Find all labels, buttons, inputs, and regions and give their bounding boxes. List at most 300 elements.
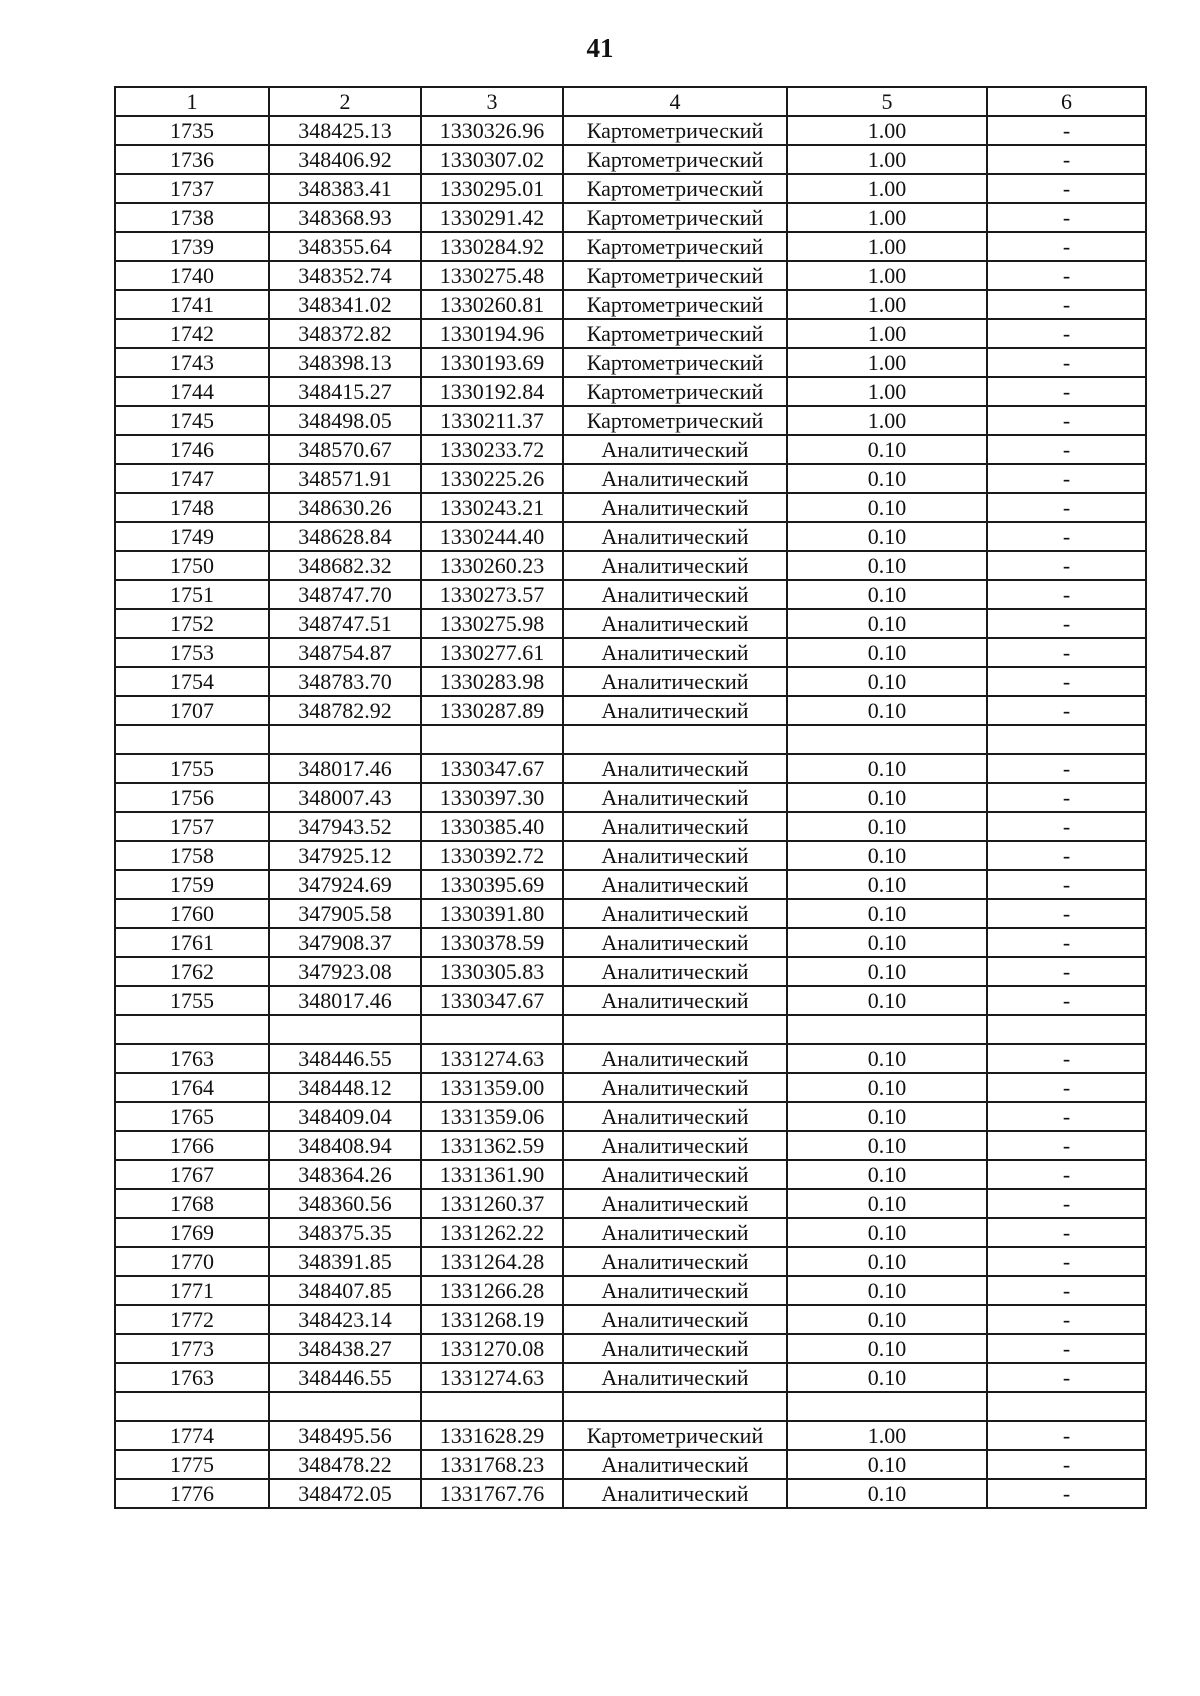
page-number: 41 — [586, 33, 614, 63]
table-cell-col-4 — [563, 1015, 787, 1044]
table-cell-col-5: 0.10 — [787, 667, 987, 696]
table-cell-col-5: 0.10 — [787, 551, 987, 580]
table-cell-col-6: - — [987, 1247, 1146, 1276]
table-cell-col-3: 1330192.84 — [421, 377, 563, 406]
table-row — [115, 580, 1146, 609]
table-cell-col-5: 0.10 — [787, 812, 987, 841]
table-cell-col-3: 1330397.30 — [421, 783, 563, 812]
table-cell-col-6: - — [987, 1450, 1146, 1479]
table-cell-col-1: 1766 — [115, 1131, 269, 1160]
table-cell-col-3: 1330391.80 — [421, 899, 563, 928]
table-row — [115, 1450, 1146, 1479]
table-cell-col-3: 1331767.76 — [421, 1479, 563, 1508]
table-cell-col-6: - — [987, 435, 1146, 464]
table-row — [115, 928, 1146, 957]
table-row — [115, 812, 1146, 841]
table-cell-col-1: 1752 — [115, 609, 269, 638]
table-row — [115, 435, 1146, 464]
table-cell-col-4: Аналитический — [563, 551, 787, 580]
table-cell-col-4: Аналитический — [563, 1189, 787, 1218]
table-cell-col-5: 1.00 — [787, 377, 987, 406]
table-cell-col-6: - — [987, 841, 1146, 870]
table-cell-col-5: 0.10 — [787, 986, 987, 1015]
table-cell-col-3: 1331268.19 — [421, 1305, 563, 1334]
table-cell-col-1: 1707 — [115, 696, 269, 725]
table-cell-col-6: - — [987, 232, 1146, 261]
header-cell-col-1: 1 — [115, 87, 269, 116]
table-cell-col-2: 348747.70 — [269, 580, 421, 609]
table-cell-col-1: 1763 — [115, 1363, 269, 1392]
table-cell-col-3: 1330275.48 — [421, 261, 563, 290]
table-cell-col-6: - — [987, 609, 1146, 638]
table-cell-col-3: 1331361.90 — [421, 1160, 563, 1189]
table-cell-col-4: Аналитический — [563, 1276, 787, 1305]
table-cell-col-1: 1764 — [115, 1073, 269, 1102]
table-cell-col-1: 1773 — [115, 1334, 269, 1363]
table-cell-col-2: 348007.43 — [269, 783, 421, 812]
table-cell-col-6: - — [987, 319, 1146, 348]
table-row — [115, 522, 1146, 551]
table-cell-col-3: 1330275.98 — [421, 609, 563, 638]
table-cell-col-6: - — [987, 377, 1146, 406]
table-cell-col-4: Аналитический — [563, 899, 787, 928]
table-cell-col-3: 1331262.22 — [421, 1218, 563, 1247]
table-cell-col-3: 1330260.23 — [421, 551, 563, 580]
table-cell-col-3: 1330243.21 — [421, 493, 563, 522]
table-cell-col-1: 1747 — [115, 464, 269, 493]
table-cell-col-1: 1765 — [115, 1102, 269, 1131]
table-cell-col-4: Картометрический — [563, 261, 787, 290]
table-cell-col-3: 1331362.59 — [421, 1131, 563, 1160]
table-cell-col-5: 0.10 — [787, 638, 987, 667]
table-cell-col-4: Аналитический — [563, 841, 787, 870]
table-cell-col-6: - — [987, 406, 1146, 435]
table-cell-col-3 — [421, 1015, 563, 1044]
table-cell-col-4: Картометрический — [563, 116, 787, 145]
table-cell-col-2: 347943.52 — [269, 812, 421, 841]
table-cell-col-5: 1.00 — [787, 174, 987, 203]
table-row — [115, 261, 1146, 290]
table-cell-col-2 — [269, 1392, 421, 1421]
table-cell-col-1: 1759 — [115, 870, 269, 899]
table-cell-col-1: 1757 — [115, 812, 269, 841]
table-cell-col-3: 1330378.59 — [421, 928, 563, 957]
table-cell-col-6: - — [987, 261, 1146, 290]
table-cell-col-3: 1331270.08 — [421, 1334, 563, 1363]
table-row — [115, 116, 1146, 145]
table-cell-col-2: 348391.85 — [269, 1247, 421, 1276]
table-cell-col-1: 1776 — [115, 1479, 269, 1508]
table-cell-col-3: 1331274.63 — [421, 1363, 563, 1392]
table-cell-col-4: Картометрический — [563, 290, 787, 319]
table-header — [115, 87, 1146, 116]
table-cell-col-5 — [787, 725, 987, 754]
table-cell-col-3: 1331359.00 — [421, 1073, 563, 1102]
table-cell-col-6: - — [987, 638, 1146, 667]
table-cell-col-4: Картометрический — [563, 145, 787, 174]
table-cell-col-2: 348408.94 — [269, 1131, 421, 1160]
table-cell-col-6: - — [987, 493, 1146, 522]
table-cell-col-1: 1745 — [115, 406, 269, 435]
table-cell-col-2: 348630.26 — [269, 493, 421, 522]
table-cell-col-4: Аналитический — [563, 1044, 787, 1073]
table-row — [115, 1363, 1146, 1392]
table-cell-col-3: 1330244.40 — [421, 522, 563, 551]
table-cell-col-4: Аналитический — [563, 957, 787, 986]
table-cell-col-1: 1736 — [115, 145, 269, 174]
table-cell-col-3 — [421, 725, 563, 754]
table-row — [115, 406, 1146, 435]
table-cell-col-6: - — [987, 203, 1146, 232]
table-cell-col-4: Картометрический — [563, 319, 787, 348]
table-cell-col-5: 0.10 — [787, 1247, 987, 1276]
table-cell-col-3: 1330326.96 — [421, 116, 563, 145]
table-cell-col-1: 1739 — [115, 232, 269, 261]
table-row — [115, 754, 1146, 783]
table-cell-col-4: Аналитический — [563, 1160, 787, 1189]
table-cell-col-6: - — [987, 783, 1146, 812]
table-cell-col-4: Аналитический — [563, 638, 787, 667]
table-row — [115, 290, 1146, 319]
table-row — [115, 1160, 1146, 1189]
table-cell-col-2: 348415.27 — [269, 377, 421, 406]
table-cell-col-5: 0.10 — [787, 1363, 987, 1392]
table-row — [115, 319, 1146, 348]
table-cell-col-5: 0.10 — [787, 1189, 987, 1218]
table-cell-col-5: 0.10 — [787, 609, 987, 638]
table-cell-col-4: Аналитический — [563, 1450, 787, 1479]
table-cell-col-2: 348446.55 — [269, 1363, 421, 1392]
table-cell-col-5: 0.10 — [787, 1131, 987, 1160]
table-cell-col-6 — [987, 1015, 1146, 1044]
table-cell-col-3: 1331264.28 — [421, 1247, 563, 1276]
table-cell-col-5: 0.10 — [787, 1276, 987, 1305]
table-cell-col-1: 1740 — [115, 261, 269, 290]
table-cell-col-4: Аналитический — [563, 1363, 787, 1392]
table-cell-col-6: - — [987, 1305, 1146, 1334]
table-cell-col-1: 1754 — [115, 667, 269, 696]
table-row — [115, 174, 1146, 203]
table-cell-col-2: 347908.37 — [269, 928, 421, 957]
table-cell-col-6: - — [987, 1189, 1146, 1218]
table-cell-col-5: 0.10 — [787, 1334, 987, 1363]
table-cell-col-4: Картометрический — [563, 406, 787, 435]
table-cell-col-5: 1.00 — [787, 145, 987, 174]
table-cell-col-5: 0.10 — [787, 1218, 987, 1247]
table-cell-col-4: Картометрический — [563, 377, 787, 406]
table-cell-col-3: 1330347.67 — [421, 986, 563, 1015]
table-cell-col-4 — [563, 1392, 787, 1421]
table-row — [115, 1276, 1146, 1305]
table-cell-col-3: 1330307.02 — [421, 145, 563, 174]
table-cell-col-2 — [269, 725, 421, 754]
table-cell-col-2: 348360.56 — [269, 1189, 421, 1218]
table-cell-col-1: 1737 — [115, 174, 269, 203]
table-cell-col-5: 0.10 — [787, 1160, 987, 1189]
table-cell-col-5: 0.10 — [787, 1044, 987, 1073]
table-cell-col-3: 1330295.01 — [421, 174, 563, 203]
table-cell-col-6: - — [987, 1479, 1146, 1508]
table-cell-col-6: - — [987, 1073, 1146, 1102]
table-cell-col-6: - — [987, 580, 1146, 609]
table-cell-col-4: Картометрический — [563, 348, 787, 377]
table-cell-col-6: - — [987, 986, 1146, 1015]
table-cell-col-4 — [563, 725, 787, 754]
table-cell-col-1 — [115, 1015, 269, 1044]
table-cell-col-5: 0.10 — [787, 1102, 987, 1131]
table-cell-col-3: 1330273.57 — [421, 580, 563, 609]
table-cell-col-3: 1330395.69 — [421, 870, 563, 899]
table-cell-col-5: 0.10 — [787, 1305, 987, 1334]
table-row — [115, 841, 1146, 870]
table-cell-col-6: - — [987, 1363, 1146, 1392]
table-cell-col-4: Аналитический — [563, 580, 787, 609]
table-row — [115, 145, 1146, 174]
table-cell-col-4: Аналитический — [563, 1131, 787, 1160]
table-cell-col-1: 1762 — [115, 957, 269, 986]
table-cell-col-3: 1331260.37 — [421, 1189, 563, 1218]
table-cell-col-2: 348398.13 — [269, 348, 421, 377]
header-cell-col-4: 4 — [563, 87, 787, 116]
table-cell-col-6: - — [987, 1218, 1146, 1247]
table-cell-col-3: 1331628.29 — [421, 1421, 563, 1450]
table-cell-col-1: 1760 — [115, 899, 269, 928]
table-cell-col-1: 1763 — [115, 1044, 269, 1073]
table-cell-col-5: 1.00 — [787, 203, 987, 232]
table-row — [115, 232, 1146, 261]
table-cell-col-4: Аналитический — [563, 464, 787, 493]
table-cell-col-3: 1331266.28 — [421, 1276, 563, 1305]
table-cell-col-4: Аналитический — [563, 1305, 787, 1334]
table-cell-col-6: - — [987, 899, 1146, 928]
table-cell-col-5: 0.10 — [787, 1450, 987, 1479]
table-cell-col-3: 1330347.67 — [421, 754, 563, 783]
table-cell-col-3: 1330193.69 — [421, 348, 563, 377]
table-cell-col-6: - — [987, 1421, 1146, 1450]
table-row — [115, 464, 1146, 493]
table-cell-col-2: 348448.12 — [269, 1073, 421, 1102]
table-cell-col-3: 1330385.40 — [421, 812, 563, 841]
table-cell-col-2: 348423.14 — [269, 1305, 421, 1334]
table-cell-col-5: 1.00 — [787, 348, 987, 377]
table-cell-col-3: 1330283.98 — [421, 667, 563, 696]
table-cell-col-6: - — [987, 928, 1146, 957]
table-cell-col-3: 1330211.37 — [421, 406, 563, 435]
table-cell-col-2: 348570.67 — [269, 435, 421, 464]
table-cell-col-3: 1330194.96 — [421, 319, 563, 348]
table-cell-col-3: 1330287.89 — [421, 696, 563, 725]
table-cell-col-5: 0.10 — [787, 841, 987, 870]
table-row — [115, 551, 1146, 580]
table-cell-col-5: 1.00 — [787, 261, 987, 290]
header-cell-col-6: 6 — [987, 87, 1146, 116]
table-cell-col-6 — [987, 725, 1146, 754]
separator-row — [115, 1392, 1146, 1421]
table-cell-col-5: 1.00 — [787, 116, 987, 145]
table-cell-col-5: 0.10 — [787, 1073, 987, 1102]
table-cell-col-6: - — [987, 1131, 1146, 1160]
table-cell-col-5: 1.00 — [787, 290, 987, 319]
table-row — [115, 1421, 1146, 1450]
table-cell-col-5 — [787, 1015, 987, 1044]
table-cell-col-1: 1749 — [115, 522, 269, 551]
table-cell-col-3: 1331359.06 — [421, 1102, 563, 1131]
coordinates-table — [114, 86, 1147, 1509]
table-cell-col-6: - — [987, 1334, 1146, 1363]
header-cell-col-3: 3 — [421, 87, 563, 116]
table-cell-col-5: 1.00 — [787, 406, 987, 435]
table-cell-col-1: 1767 — [115, 1160, 269, 1189]
table-row — [115, 899, 1146, 928]
table-cell-col-3: 1330233.72 — [421, 435, 563, 464]
table-cell-col-2: 348383.41 — [269, 174, 421, 203]
table-cell-col-2: 348472.05 — [269, 1479, 421, 1508]
table-cell-col-2: 348682.32 — [269, 551, 421, 580]
table-cell-col-1: 1772 — [115, 1305, 269, 1334]
table-cell-col-3: 1331274.63 — [421, 1044, 563, 1073]
table-cell-col-6: - — [987, 348, 1146, 377]
table-row — [115, 609, 1146, 638]
header-row — [115, 87, 1146, 116]
table-cell-col-5: 0.10 — [787, 783, 987, 812]
table-cell-col-1: 1755 — [115, 754, 269, 783]
table-cell-col-6: - — [987, 1044, 1146, 1073]
table-cell-col-6: - — [987, 116, 1146, 145]
table-cell-col-6: - — [987, 522, 1146, 551]
table-cell-col-6: - — [987, 957, 1146, 986]
table-cell-col-3: 1330291.42 — [421, 203, 563, 232]
table-cell-col-2 — [269, 1015, 421, 1044]
table-cell-col-3: 1330284.92 — [421, 232, 563, 261]
table-cell-col-2: 348409.04 — [269, 1102, 421, 1131]
table-cell-col-3 — [421, 1392, 563, 1421]
table-row — [115, 377, 1146, 406]
table-cell-col-6: - — [987, 290, 1146, 319]
table-cell-col-4: Аналитический — [563, 1479, 787, 1508]
table-row — [115, 957, 1146, 986]
table-cell-col-6: - — [987, 1160, 1146, 1189]
table-row — [115, 348, 1146, 377]
table-cell-col-4: Аналитический — [563, 986, 787, 1015]
table-cell-col-4: Аналитический — [563, 1102, 787, 1131]
table-cell-col-4: Аналитический — [563, 928, 787, 957]
table-cell-col-3: 1330392.72 — [421, 841, 563, 870]
separator-row — [115, 1015, 1146, 1044]
table-cell-col-6: - — [987, 1276, 1146, 1305]
table-cell-col-1: 1744 — [115, 377, 269, 406]
table-cell-col-2: 348495.56 — [269, 1421, 421, 1450]
table-cell-col-2: 348425.13 — [269, 116, 421, 145]
table-cell-col-2: 347905.58 — [269, 899, 421, 928]
table-cell-col-2: 348747.51 — [269, 609, 421, 638]
separator-row — [115, 725, 1146, 754]
table-cell-col-1: 1758 — [115, 841, 269, 870]
table-cell-col-2: 348782.92 — [269, 696, 421, 725]
table-row — [115, 696, 1146, 725]
table-row — [115, 1334, 1146, 1363]
table-row — [115, 493, 1146, 522]
table-cell-col-4: Аналитический — [563, 435, 787, 464]
table-row — [115, 1189, 1146, 1218]
table-cell-col-4: Картометрический — [563, 1421, 787, 1450]
table-row — [115, 1131, 1146, 1160]
header-cell-col-5: 5 — [787, 87, 987, 116]
table-cell-col-1: 1743 — [115, 348, 269, 377]
table-row — [115, 1247, 1146, 1276]
table-cell-col-5: 0.10 — [787, 493, 987, 522]
table-cell-col-4: Аналитический — [563, 667, 787, 696]
table-cell-col-4: Аналитический — [563, 609, 787, 638]
table-cell-col-4: Аналитический — [563, 1334, 787, 1363]
table-cell-col-5: 0.10 — [787, 870, 987, 899]
table-cell-col-2: 348628.84 — [269, 522, 421, 551]
table-cell-col-2: 348364.26 — [269, 1160, 421, 1189]
table-body — [115, 116, 1146, 1508]
table-row — [115, 1479, 1146, 1508]
table-row — [115, 1305, 1146, 1334]
table-cell-col-1: 1742 — [115, 319, 269, 348]
table-cell-col-2: 348438.27 — [269, 1334, 421, 1363]
table-cell-col-6: - — [987, 551, 1146, 580]
table-cell-col-1: 1755 — [115, 986, 269, 1015]
table-cell-col-4: Аналитический — [563, 812, 787, 841]
table-cell-col-2: 348368.93 — [269, 203, 421, 232]
table-cell-col-4: Аналитический — [563, 1218, 787, 1247]
table-cell-col-5: 1.00 — [787, 232, 987, 261]
table-cell-col-4: Аналитический — [563, 696, 787, 725]
table-cell-col-1: 1753 — [115, 638, 269, 667]
table-cell-col-2: 348017.46 — [269, 986, 421, 1015]
table-cell-col-4: Аналитический — [563, 754, 787, 783]
table-cell-col-4: Аналитический — [563, 783, 787, 812]
table-cell-col-5: 1.00 — [787, 1421, 987, 1450]
table-cell-col-3: 1330260.81 — [421, 290, 563, 319]
table-cell-col-4: Картометрический — [563, 232, 787, 261]
table-cell-col-1 — [115, 725, 269, 754]
table-cell-col-6: - — [987, 754, 1146, 783]
table-cell-col-6: - — [987, 812, 1146, 841]
table-cell-col-6: - — [987, 145, 1146, 174]
table-cell-col-1: 1775 — [115, 1450, 269, 1479]
table-row — [115, 667, 1146, 696]
table-cell-col-2: 348375.35 — [269, 1218, 421, 1247]
table-cell-col-2: 348406.92 — [269, 145, 421, 174]
table-cell-col-1: 1751 — [115, 580, 269, 609]
table-cell-col-4: Аналитический — [563, 1073, 787, 1102]
table-cell-col-4: Картометрический — [563, 174, 787, 203]
table-cell-col-5: 1.00 — [787, 319, 987, 348]
table-cell-col-5: 0.10 — [787, 696, 987, 725]
table-cell-col-2: 348341.02 — [269, 290, 421, 319]
table-row — [115, 870, 1146, 899]
table-cell-col-2: 348407.85 — [269, 1276, 421, 1305]
table-cell-col-5: 0.10 — [787, 928, 987, 957]
table-cell-col-2: 348372.82 — [269, 319, 421, 348]
table-cell-col-1: 1761 — [115, 928, 269, 957]
table-cell-col-3: 1331768.23 — [421, 1450, 563, 1479]
table-row — [115, 638, 1146, 667]
table-cell-col-2: 348783.70 — [269, 667, 421, 696]
table-row — [115, 1073, 1146, 1102]
table-row — [115, 986, 1146, 1015]
table-cell-col-5: 0.10 — [787, 957, 987, 986]
table-cell-col-5: 0.10 — [787, 1479, 987, 1508]
table-cell-col-2: 348446.55 — [269, 1044, 421, 1073]
table-cell-col-2: 347923.08 — [269, 957, 421, 986]
table-cell-col-1: 1771 — [115, 1276, 269, 1305]
table-cell-col-6: - — [987, 464, 1146, 493]
table-cell-col-1: 1746 — [115, 435, 269, 464]
